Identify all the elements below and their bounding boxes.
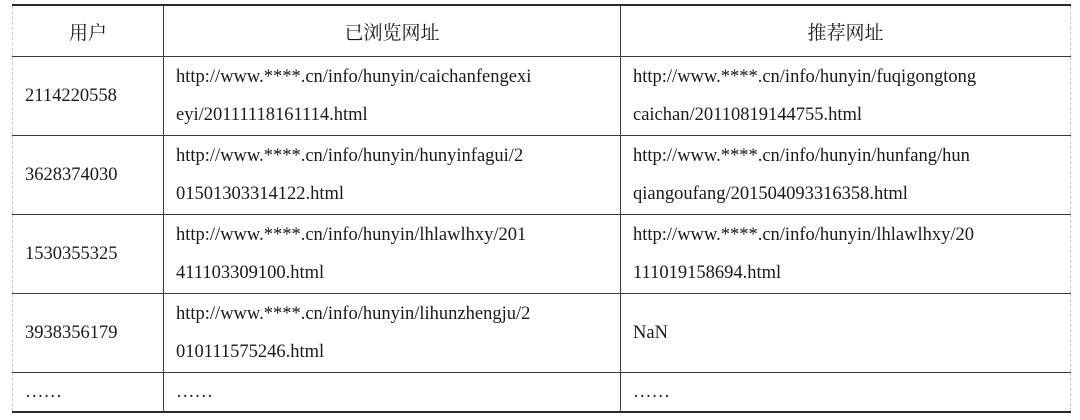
recommended-url-cell [621, 215, 1071, 294]
url-line: 01501303314122.html [176, 184, 345, 204]
ellipsis-cell: …… [164, 373, 621, 413]
recommended-url-cell [621, 57, 1071, 136]
header-row [13, 5, 1071, 57]
user-url-table [12, 4, 1071, 413]
table-row [13, 136, 1071, 215]
url-line: http://www.****.cn/info/hunyin/lhlawlhxy/20 [633, 225, 975, 245]
user-id-cell: 3938356179 [13, 294, 164, 373]
nan-value: NaN [633, 323, 668, 343]
url-line: http://www.****.cn/info/hunyin/hunyinfagui/2 [176, 146, 524, 166]
header-viewed-urls: 已浏览网址 [164, 5, 621, 57]
url-line: http://www.****.cn/info/hunyin/fuqigongtong [633, 67, 977, 87]
ellipsis-cell: …… [25, 382, 62, 402]
table-row [13, 57, 1071, 136]
header-recommended-urls: 推荐网址 [621, 5, 1071, 57]
recommended-url-cell [621, 136, 1071, 215]
url-line: qiangoufang/201504093316358.html [633, 184, 908, 204]
ellipsis-cell: …… [621, 373, 1071, 413]
url-line: caichan/20110819144755.html [633, 105, 862, 125]
viewed-url-cell [164, 215, 621, 294]
table-row [13, 294, 1071, 373]
url-line: http://www.****.cn/info/hunyin/lihunzhengju/2 [176, 304, 531, 324]
url-line: eyi/20111118161114.html [176, 105, 368, 125]
viewed-url-cell [164, 136, 621, 215]
header-user: 用户 [13, 5, 164, 57]
user-id-cell: 3628374030 [13, 136, 164, 215]
url-line: 111019158694.html [633, 263, 782, 283]
user-id-cell: 1530355325 [13, 215, 164, 294]
recommended-url-cell [621, 294, 1071, 373]
user-id-cell: 2114220558 [13, 57, 164, 136]
viewed-url-cell [164, 294, 621, 373]
url-line: 010111575246.html [176, 342, 325, 362]
ellipsis-row [13, 373, 1071, 413]
url-line: 411103309100.html [176, 263, 325, 283]
viewed-url-cell [164, 57, 621, 136]
table-row [13, 215, 1071, 294]
url-line: http://www.****.cn/info/hunyin/hunfang/hun [633, 146, 970, 166]
url-line: http://www.****.cn/info/hunyin/lhlawlhxy/201 [176, 225, 527, 245]
url-line: http://www.****.cn/info/hunyin/caichanfengexi [176, 67, 532, 87]
